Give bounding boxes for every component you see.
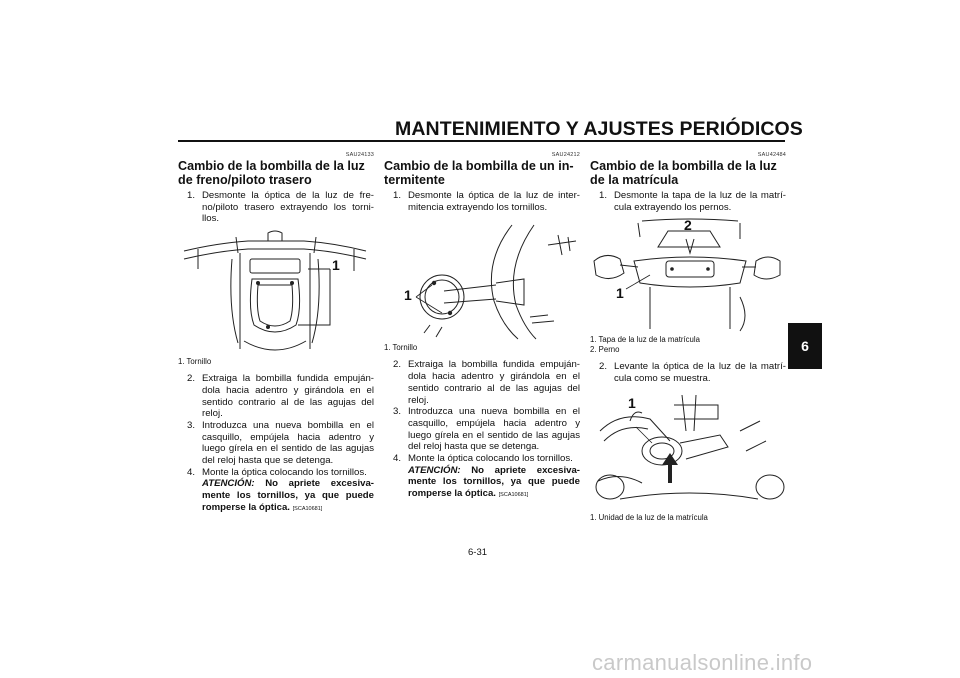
step-text: Desmonte la óptica de la luz de intermitencia extrayendo los tornillos.: [408, 190, 580, 213]
step-2: [178, 373, 374, 420]
step-text: Extraiga la bombilla fundida empujándola hacia adentro y girándola en el sentido contrario al de las agujas del reloj.: [202, 373, 374, 420]
step-text: Monte la óptica colocando los tornillos.: [202, 466, 367, 478]
caution-label: ATENCIÓN:: [202, 478, 255, 490]
step-3: [384, 406, 580, 453]
step-number: 3.: [393, 406, 402, 418]
license-light-unit-illustration: [590, 391, 786, 511]
step-number: 1.: [599, 190, 608, 201]
column-license-plate-light: [590, 152, 786, 529]
figure-caption: 1. Tornillo: [178, 357, 212, 367]
figure-callout-bolt: 2: [684, 217, 692, 234]
step-text: Monte la óptica colocando los tornillos.: [408, 453, 573, 465]
step-1: [178, 190, 374, 225]
caution-ref-code: [SCA10681]: [292, 505, 323, 512]
step-2: [384, 359, 580, 406]
heading-line-2: de la matrícula: [590, 173, 679, 187]
page-header-title: MANTENIMIENTO Y AJUSTES PERIÓDICOS: [395, 118, 803, 140]
step-text: Levante la óptica de la luz de la matrícula como se muestra.: [614, 361, 786, 385]
step-text: Introduzca una nueva bombilla en el casquillo, empújela hacia adentro y luego gírela en el sentido de las agujas del reloj hasta que se detenga.: [202, 419, 374, 467]
figure-callout: 1: [404, 287, 412, 304]
step-text: Introduzca una nueva bombilla en el casquillo, empújela hacia adentro y luego gírela en el sentido de las agujas del reloj hasta que se detenga.: [408, 406, 580, 453]
turn-signal-illustration: [384, 221, 580, 341]
step-number: 2.: [393, 359, 402, 371]
caution-note: [408, 465, 580, 502]
step-text: Desmonte la tapa de la luz de la matrícula extrayendo los pernos.: [614, 190, 786, 213]
section-code: SAU42484: [757, 152, 786, 158]
figure-callout-cover: 1: [616, 285, 624, 302]
caption-item-1: 1. Tapa de la luz de la matrícula: [590, 335, 700, 345]
caution-label: ATENCIÓN:: [408, 464, 461, 476]
heading-line-1: Cambio de la bombilla de la luz: [178, 159, 365, 173]
step-number: 1.: [187, 190, 196, 201]
step-4: [384, 453, 580, 502]
heading-line-1: Cambio de la bombilla de la luz: [590, 159, 777, 173]
figure-callout: 1: [332, 257, 340, 274]
step-number: 1.: [393, 190, 402, 201]
caution-text: No apriete excesivamente los tornillos, ya que puede romperse la óptica.: [202, 478, 374, 513]
tail-light-figure: [178, 229, 374, 355]
chapter-tab: 6: [788, 323, 822, 369]
step-4: [178, 467, 374, 516]
heading-line-2: de freno/piloto trasero: [178, 173, 312, 187]
page-number: 6-31: [468, 547, 488, 558]
tail-light-illustration: [178, 229, 374, 355]
section-code: SAU24133: [345, 152, 374, 158]
section-heading: [178, 159, 374, 187]
step-text: Desmonte la óptica de la luz de freno/piloto trasero extrayendo los tornillos.: [202, 190, 374, 225]
section-heading: [590, 159, 786, 187]
license-light-cover-illustration: [590, 217, 786, 333]
step-2: [590, 361, 786, 384]
section-heading: [384, 159, 580, 187]
license-light-cover-figure: [590, 217, 786, 333]
license-light-unit-figure: [590, 391, 786, 511]
caution-note: [202, 478, 374, 515]
step-number: 2.: [599, 361, 608, 373]
section-code: SAU24212: [551, 152, 580, 158]
step-1: [384, 190, 580, 213]
step-number: 2.: [187, 373, 196, 385]
step-3: [178, 420, 374, 467]
caution-ref-code: [SCA10681]: [498, 492, 529, 499]
figure-caption: [590, 335, 786, 355]
step-number: 4.: [187, 466, 196, 478]
heading-line-2: termitente: [384, 173, 445, 187]
step-text: Extraiga la bombilla fundida empujándola hacia adentro y girándola en el sentido contrario al de las agujas del reloj.: [408, 359, 580, 406]
step-number: 4.: [393, 453, 402, 465]
figure-caption: 1. Unidad de la luz de la matrícula: [590, 512, 708, 522]
column-turn-signal: [384, 152, 580, 502]
watermark: carmanualsonline.info: [592, 650, 813, 675]
header-rule: [178, 140, 785, 142]
caution-text: No apriete excesivamente los tornillos, ya que puede romperse la óptica.: [408, 464, 580, 500]
caption-item-2: 2. Perno: [590, 345, 620, 355]
turn-signal-figure: [384, 221, 580, 341]
step-number: 3.: [187, 419, 196, 431]
step-1: [590, 190, 786, 213]
figure-callout-unit: 1: [628, 394, 636, 411]
figure-caption: 1. Tornillo: [384, 343, 418, 353]
column-brake-tail-light: [178, 152, 374, 516]
heading-line-1: Cambio de la bombilla de un in-: [384, 159, 574, 173]
